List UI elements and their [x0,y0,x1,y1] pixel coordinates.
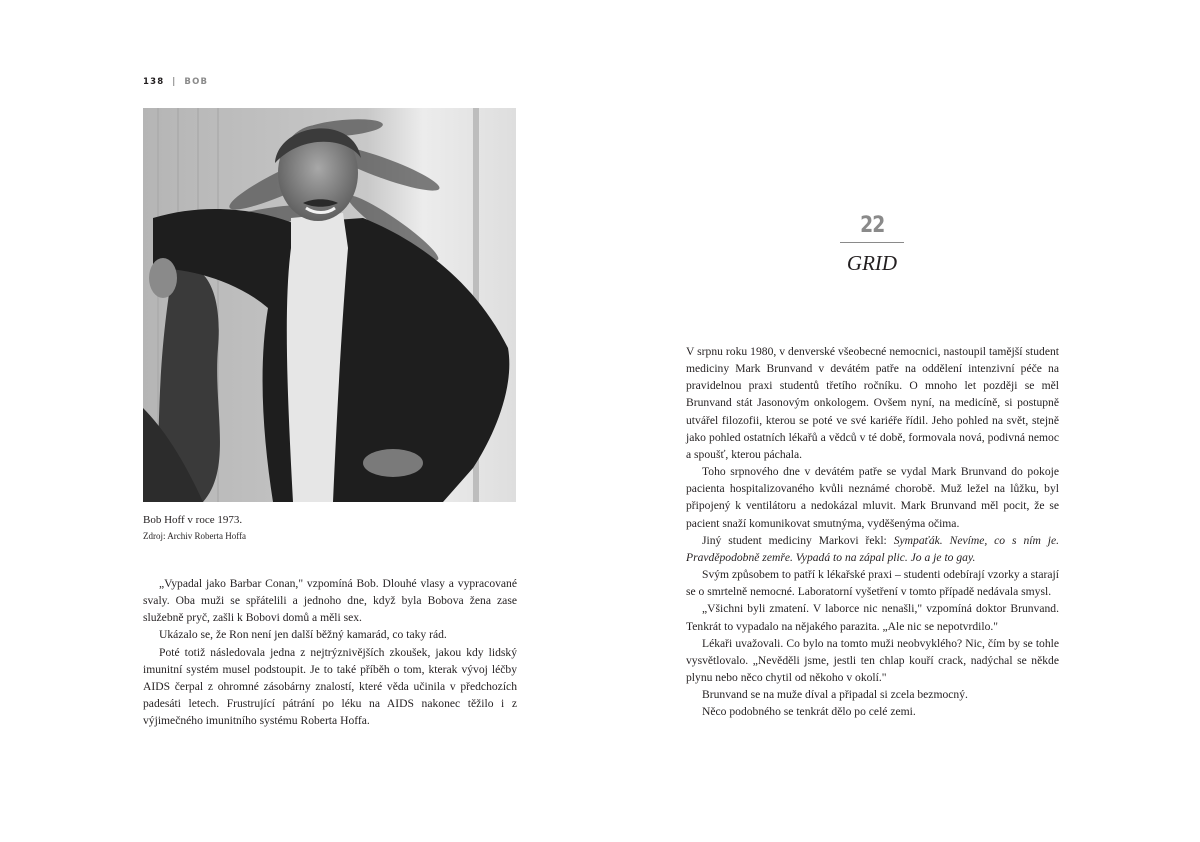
photo-bob-hoff [143,108,516,502]
paragraph: „Vypadal jako Barbar Conan," vzpomíná Bob. Dlouhé vlasy a vypracované svaly. Oba muži se spřátelili a jednoho dne, když byla Bobova žena zase služebně pryč, zašli k Bobovi domů a měli sex. [143,577,517,625]
page-number: 138 [143,77,165,87]
caption-source: Zdroj: Archiv Roberta Hoffa [143,531,247,541]
chapter-title: GRID [846,251,898,275]
right-page [600,0,1200,842]
running-head-title: BOB [184,77,209,87]
running-head [143,77,208,87]
paragraph: Toho srpnového dne v devátém patře se vydal Mark Brunvand do pokoje pacienta hospitalizovaného kvůli neznámé chorobě. Muž ležel na lůžku, byl připojený k ventilátoru a nedokázal mluvit. Mark Brunvand měl pocit, že se pacient snaží komunikovat smutnýma, vyděšenýma očima. [686,465,1059,530]
paragraph: Něco podobného se tenkrát dělo po celé zemi. [702,705,916,719]
paragraph-italic-quote: Sympaťák. Nevíme, co s ním je. Pravděpodobně zemře. Vypadá to na zápal plic. Jo a je to gay. [686,533,1060,564]
paragraph: Brunvand se na muže díval a připadal si zcela bezmocný. [702,688,968,702]
running-head-separator: | [172,77,177,87]
paragraph-text: Jiný student mediciny Markovi řekl: [702,533,894,547]
paragraph: V srpnu roku 1980, v denverské všeobecné nemocnici, nastoupil tamější student mediciny Mark Brunvand v devátém patře na oddělení intenzivní péče na pravidelnou praxi studentů třetího ročníku. O mnoho let později se měl Brunvand stát Jasonovým onkologem. Ovšem nyní, na medicíně, si postupně utvářel filozofii, kterou se poté ve své kariéře řídil. Jeho pohled na svět, stejně jako pohled ostatních lékařů a vědců v té době, formovala nová, podivná nemoc a spoušť, kterou páchala. [686,345,1059,461]
chapter-divider [840,242,904,243]
paragraph: Ukázalo se, že Ron není jen další běžný kamarád, co taky rád. [159,628,447,642]
paragraph: Poté totiž následovala jedna z nejtrýznivějších zkoušek, jakou kdy lidský imunitní systém musel podstoupit. Je to také příběh o tom, kterak vývoj léčby AIDS čerpal z ohromné zásobárny znalostí, které věda učinila v předchozích padesáti letech. Frustrující pátrání po léku na AIDS nakonec těžilo i z výjimečného imunitního systému Roberta Hoffa. [143,645,517,728]
chapter-number: 22 [859,213,885,238]
paragraph [686,532,1059,566]
left-body-text [143,575,517,729]
photo-caption [143,514,246,541]
chapter-heading [840,213,904,276]
chapter-number-wrap [840,213,904,238]
right-body-text [686,343,1059,720]
paragraph: „Všichni byli zmatení. V laborce nic nenašli," vzpomíná doktor Brunvand. Tenkrát to vypadalo na nějakého parazita. „Ale nic se nepotvrdilo." [686,602,1059,633]
paragraph: Lékaři uvažovali. Co bylo na tomto muži neobvyklého? Nic, čím by se tohle vysvětlovalo. „Nevěděli jsme, jestli ten chlap kouří crack, nadýchal se někde plynu nebo něco chytil od někoho v okolí." [686,636,1059,684]
caption-main: Bob Hoff v roce 1973. [143,514,243,526]
paragraph: Svým způsobem to patří k lékařské praxi – studenti odebírají vzorky a starají se o smrtelně nemocné. Laboratorní vyšetření v tomto případě nedávala smysl. [686,568,1059,599]
